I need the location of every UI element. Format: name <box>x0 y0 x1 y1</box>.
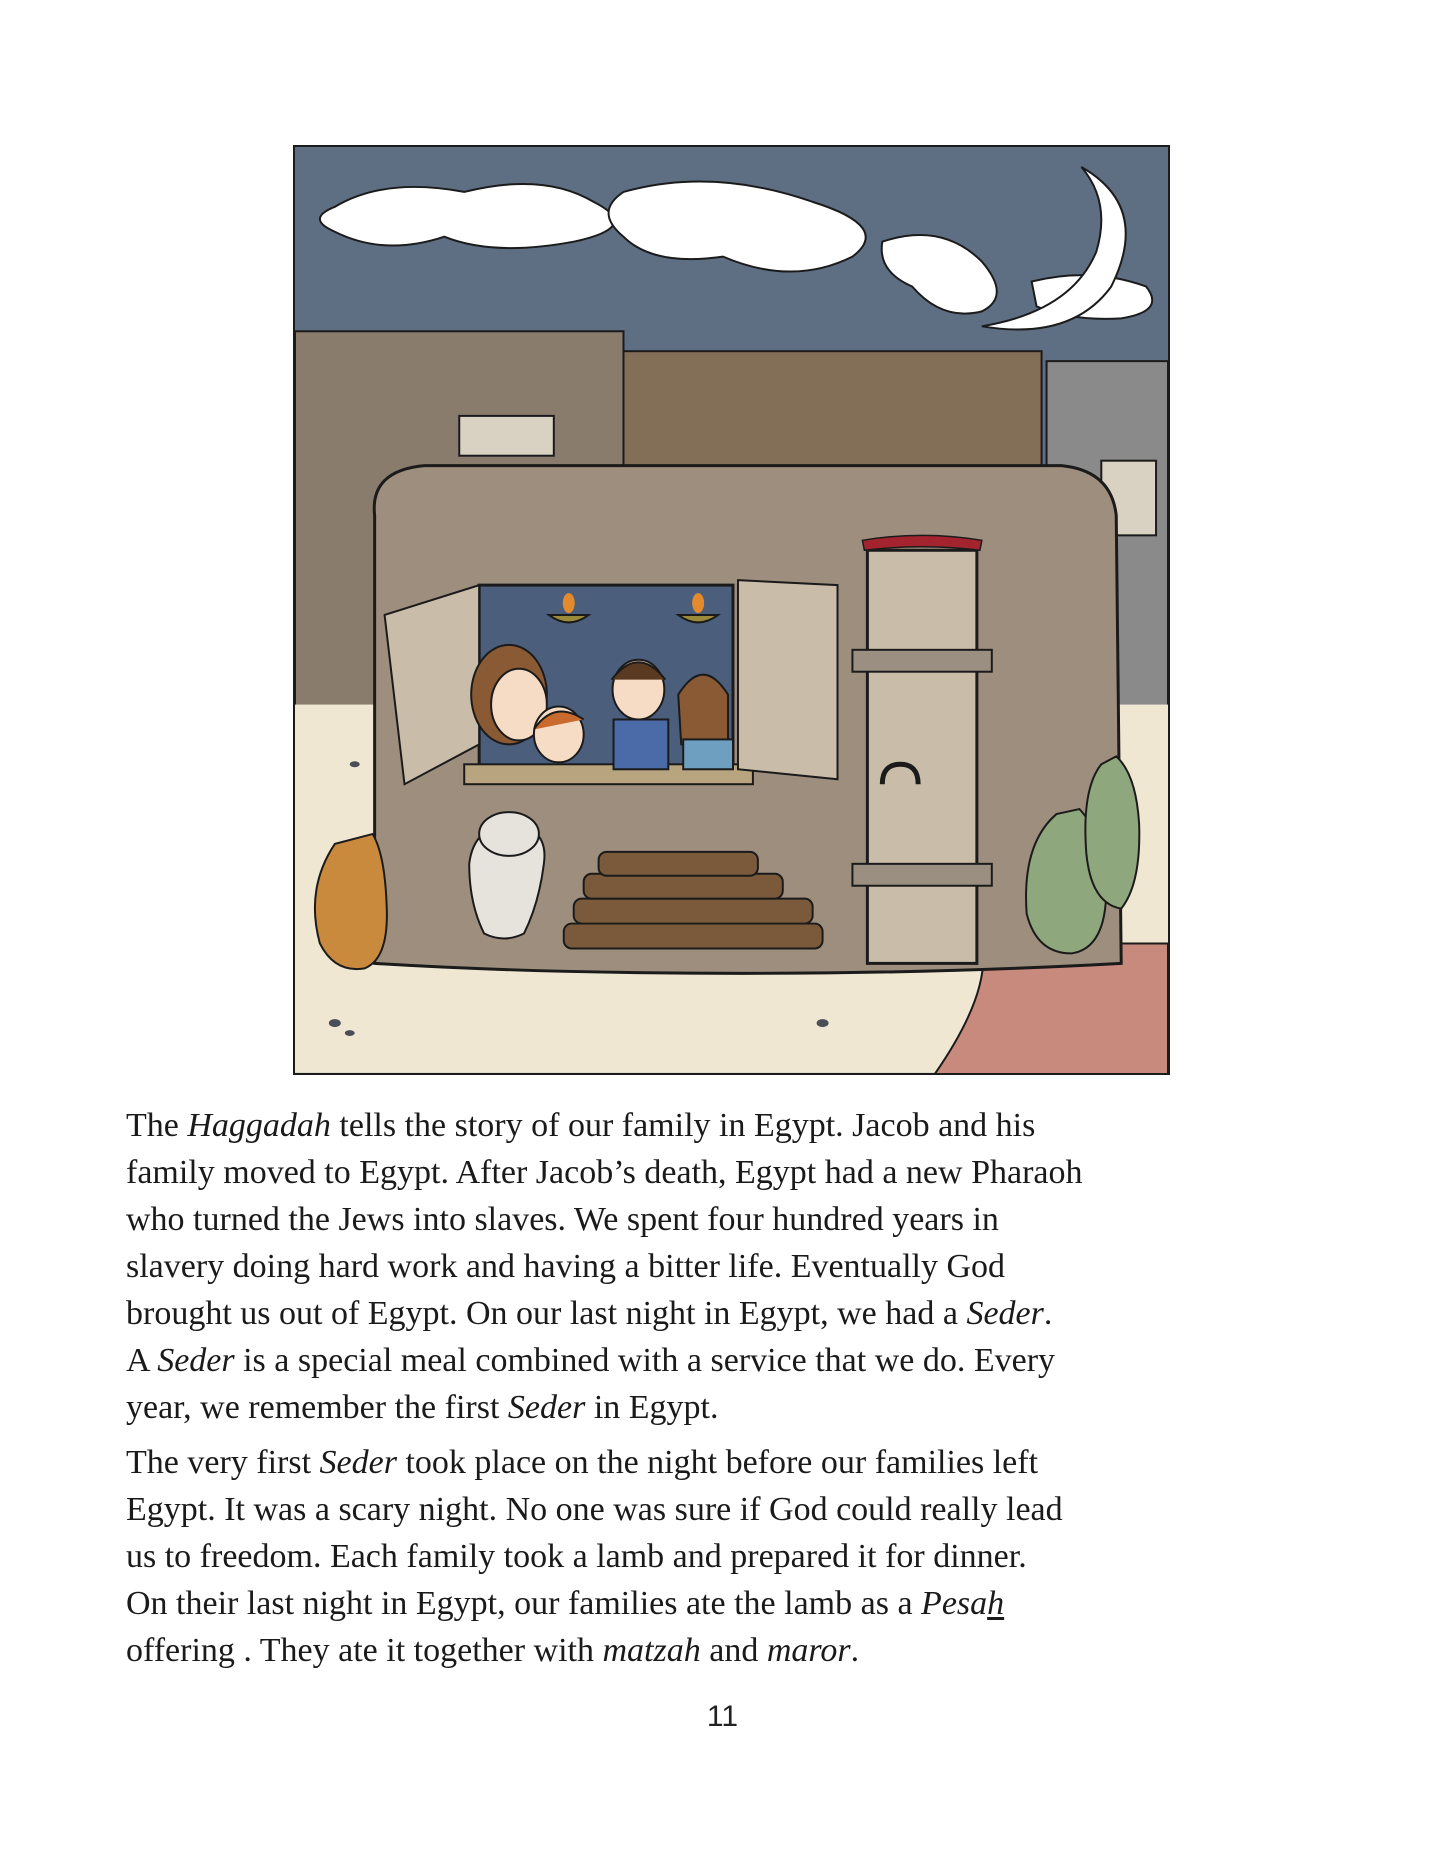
green-jar <box>1085 756 1139 908</box>
paragraph-1: The Haggadah tells the story of our family in Egypt. Jacob and his family moved to Egypt. After Jacob’s death, Egypt had a new Pharaoh who turned the Jews into slaves. We spent four hundred years in slavery doing hard work and having a bitter life. Eventually God brought us out of Egypt. On our last night in Egypt, we had a Seder. A Seder is a special meal combined with a service that we do. Every year, we remember the first Seder in Egypt. <box>126 1107 1083 1426</box>
house-door <box>867 550 976 963</box>
cloud <box>320 184 614 248</box>
page-number: 11 <box>706 1700 739 1733</box>
paragraph-2: The very first Seder took place on the night before our families left Egypt. It was a scary night. No one was sure if God could really lead us to freedom. Each family took a lamb and prepared it for dinner. On their last night in Egypt, our families ate the lamb as a Pesah offering . They ate it together with matzah and maror. <box>126 1444 1063 1669</box>
house-scene-drawing <box>295 147 1168 1073</box>
illustration-passover-night <box>293 145 1170 1075</box>
story-text <box>126 1102 1326 1682</box>
